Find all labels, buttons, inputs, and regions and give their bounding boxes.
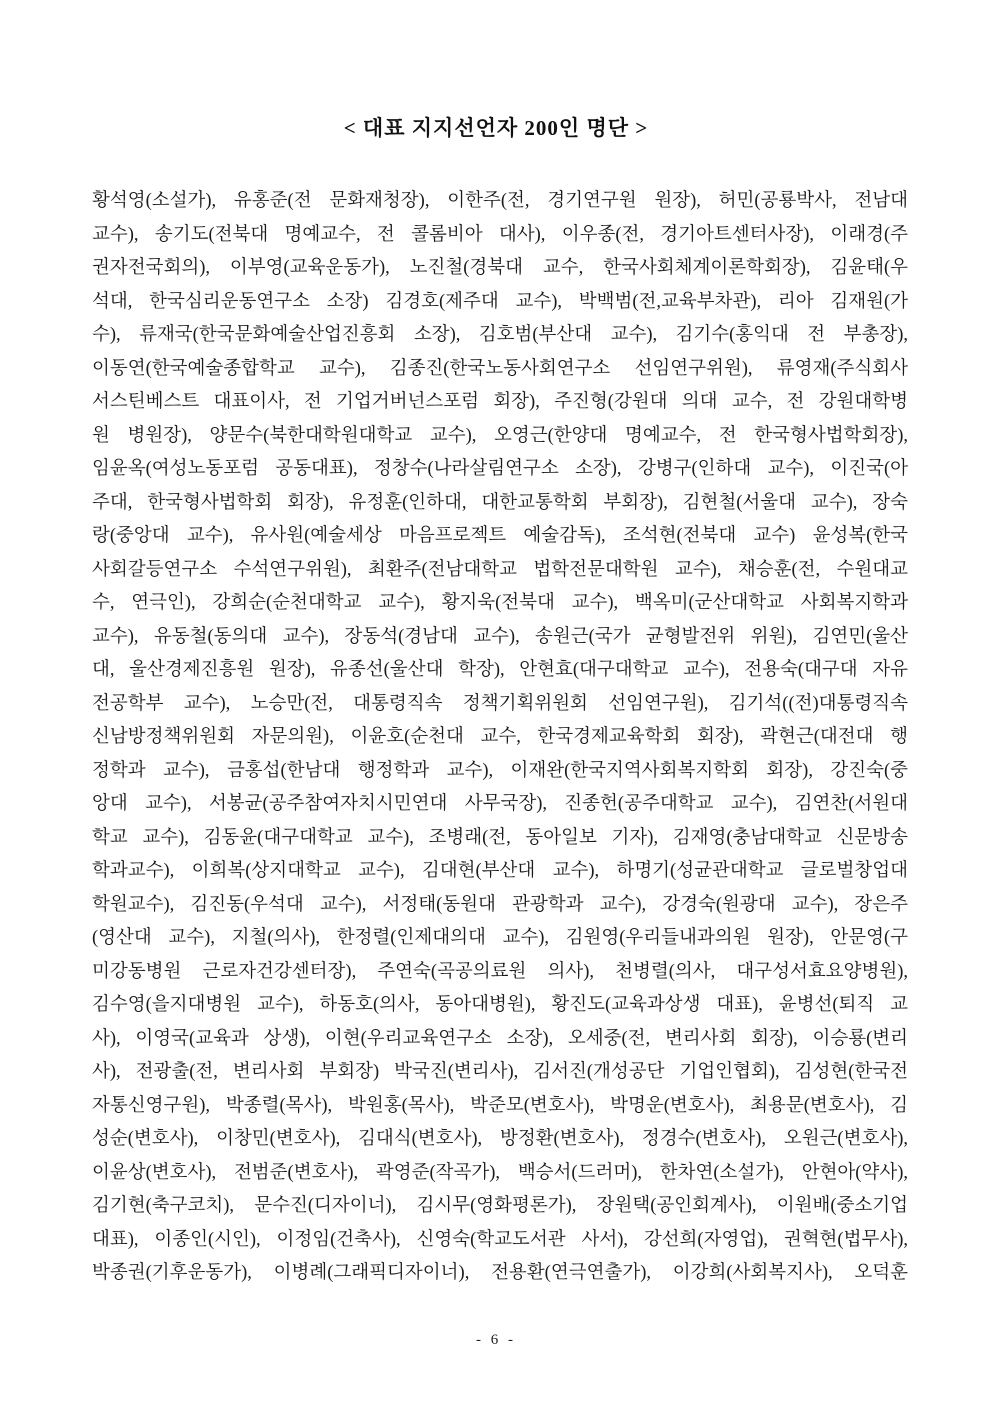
text-line: 박종권(기후운동가), 이병례(그래픽디자이너), 전용환(연극연출가), 이강희(사회복지사), 오덕훈: [92, 1263, 908, 1283]
text-line: 랑(중앙대 교수), 유사원(예술세상 마음프로젝트 예술감독), 조석현(전북대 교수) 윤성복(한국: [92, 526, 908, 546]
text-line: (영산대 교수), 지철(의사), 한정렬(인제대의대 교수), 김원영(우리들내과의원 원장), 안문영(구: [92, 928, 908, 948]
text-line: 황석영(소설가), 유홍준(전 문화재청장), 이한주(전, 경기연구원 원장), 허민(공룡박사, 전남대: [92, 191, 908, 211]
text-line: 주대, 한국형사법학회 회장), 유정훈(인하대, 대한교통학회 부회장), 김현철(서울대 교수), 장숙: [92, 492, 908, 513]
text-line: 사), 전광출(전, 변리사회 부회장) 박국진(변리사), 김서진(개성공단 기업인협회), 김성현(한국전: [92, 1062, 908, 1082]
text-line: 사회갈등연구소 수석연구위원), 최환주(전남대학교 법학전문대학원 교수), 채승훈(전, 수원대교: [92, 559, 908, 580]
page-number: - 6 -: [476, 1332, 516, 1348]
text-line: 자통신영구원), 박종렬(목사), 박원홍(목사), 박준모(변호사), 박명운(변호사), 최용문(변호사), 김: [92, 1095, 908, 1116]
text-line: 학과교수), 이희복(상지대학교 교수), 김대현(부산대 교수), 하명기(성균관대학교 글로벌창업대: [92, 861, 908, 881]
text-line: 임윤옥(여성노동포럼 공동대표), 정창수(나라살림연구소 소장), 강병구(인하대 교수), 이진국(아: [92, 459, 908, 479]
text-line: 수), 류재국(한국문화예술산업진흥회 소장), 김호범(부산대 교수), 김기수(홍익대 전 부총장),: [92, 325, 908, 345]
text-line: 원 병원장), 양문수(북한대학원대학교 교수), 오영근(한양대 명예교수, 전 한국형사법학회장),: [92, 425, 908, 446]
text-line: 김기현(축구코치), 문수진(디자이너), 김시무(영화평론가), 장원택(공인회계사), 이원배(중소기업: [92, 1196, 908, 1216]
text-line: 사), 이영국(교육과 상생), 이현(우리교육연구소 소장), 오세중(전, 변리사회 회장), 이승룡(변리: [92, 1028, 908, 1049]
text-line: 전공학부 교수), 노승만(전, 대통령직속 정책기획위원회 선임연구원), 김기석((전)대통령직속: [92, 693, 908, 714]
text-line: 권자전국회의), 이부영(교육운동가), 노진철(경북대 교수, 한국사회체계이론학회장), 김윤태(우: [92, 258, 908, 278]
text-line: 정학과 교수), 금홍섭(한남대 행정학과 교수), 이재완(한국지역사회복지학회 회장), 강진숙(중: [92, 760, 908, 781]
text-line: 수, 연극인), 강희순(순천대학교 교수), 황지욱(전북대 교수), 백옥미(군산대학교 사회복지학과: [92, 593, 908, 613]
text-line: 신남방정책위원회 자문의원), 이윤호(순천대 교수, 한국경제교육학회 회장), 곽현근(대전대 행: [92, 727, 908, 747]
text-line: 대, 울산경제진흥원 원장), 유종선(울산대 학장), 안현효(대구대학교 교수), 전용숙(대구대 자유: [92, 660, 908, 680]
text-line: 학원교수), 김진동(우석대 교수), 서정태(동원대 관광학과 교수), 강경숙(원광대 교수), 장은주: [92, 894, 908, 915]
text-line: 김수영(을지대병원 교수), 하동호(의사, 동아대병원), 황진도(교육과상생 대표), 윤병선(퇴직 교: [92, 995, 908, 1015]
text-line: 대표), 이종인(시인), 이정임(건축사), 신영숙(학교도서관 사서), 강선희(자영업), 권혁현(법무사),: [92, 1229, 908, 1250]
supporter-name-list: [92, 185, 908, 1291]
text-line: 이윤상(변호사), 전범준(변호사), 곽영준(작곡가), 백승서(드러머), 한차연(소설가), 안현아(약사),: [92, 1162, 908, 1183]
text-line: 교수), 유동철(동의대 교수), 장동석(경남대 교수), 송원근(국가 균형발전위 위원), 김연민(울산: [92, 626, 908, 647]
text-line: 교수), 송기도(전북대 명예교수, 전 콜롬비아 대사), 이우종(전, 경기아트센터사장), 이래경(주: [92, 224, 908, 245]
text-line: 학교 교수), 김동윤(대구대학교 교수), 조병래(전, 동아일보 기자), 김재영(충남대학교 신문방송: [92, 827, 908, 848]
text-line: 이동연(한국예술종합학교 교수), 김종진(한국노동사회연구소 선임연구위원), 류영재(주식회사: [92, 358, 908, 379]
text-line: 앙대 교수), 서봉균(공주참여자치시민연대 사무국장), 진종헌(공주대학교 교수), 김연찬(서원대: [92, 794, 908, 814]
text-line: 미강동병원 근로자건강센터장), 주연숙(곡공의료원 의사), 천병렬(의사, 대구성서효요양병원),: [92, 961, 908, 982]
text-line: 서스틴베스트 대표이사, 전 기업거버넌스포럼 회장), 주진형(강원대 의대 교수, 전 강원대학병: [92, 392, 908, 412]
text-line: 석대, 한국심리운동연구소 소장) 김경호(제주대 교수), 박백범(전,교육부차관), 리아 김재원(가: [92, 291, 908, 312]
page-title: < 대표 지지선언자 200인 명단 >: [343, 116, 649, 140]
text-line: 성순(변호사), 이창민(변호사), 김대식(변호사), 방정환(변호사), 정경수(변호사), 오원근(변호사),: [92, 1129, 908, 1149]
